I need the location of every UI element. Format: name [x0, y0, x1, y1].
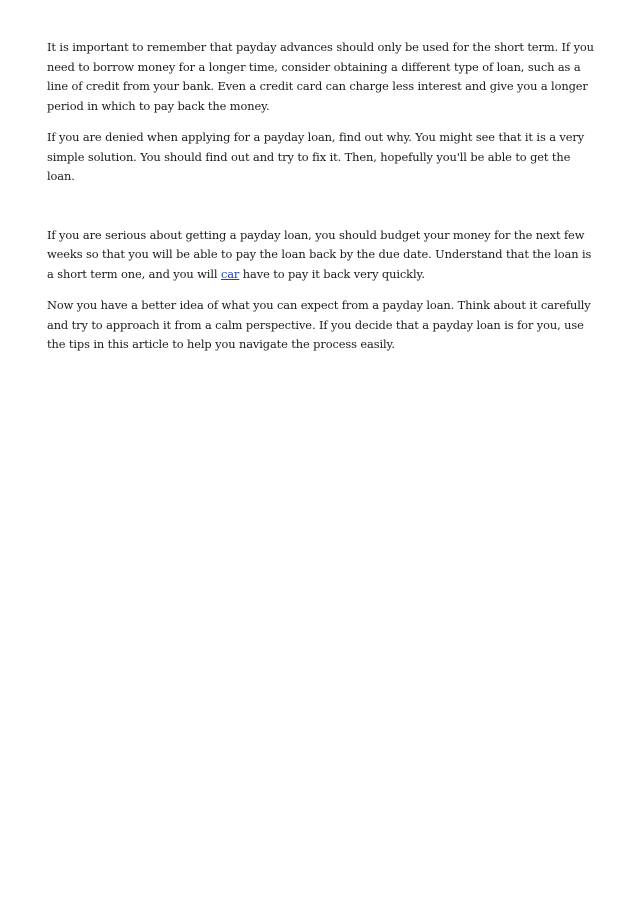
paragraph-budget-advice — [47, 226, 595, 285]
section-spacer — [47, 187, 595, 226]
paragraph-short-term-advice: It is important to remember that payday advances should only be used for the short term. If you need to borrow money for a longer time, consider obtaining a different type of loan, such as a line of credit from your bank. Even a credit card can charge less interest and give you a longer period in which to pay back the money. — [47, 40, 594, 113]
paragraph-conclusion: Now you have a better idea of what you can expect from a payday loan. Think about it carefully and try to approach it from a calm perspective. If you decide that a payday loan is for you, use the tips in this article to help you navigate the process easily. — [47, 298, 591, 351]
paragraph-spacer — [47, 284, 595, 296]
document-page — [47, 38, 595, 355]
paragraph-budget-text-start: If you are serious about getting a payday loan, you should budget your money for the next few weeks so that you will be able to pay the loan back by the due date. Understand that the loan is a short term one, and you will — [47, 227, 592, 281]
paragraph-spacer — [47, 116, 595, 128]
paragraph-budget-text-end: have to pay it back very quickly. — [239, 266, 425, 281]
car-link[interactable]: car — [220, 266, 240, 281]
paragraph-denied-loan: If you are denied when applying for a payday loan, find out why. You might see that it is a very simple solution. You should find out and try to fix it. Then, hopefully you'll be able to get the loan. — [47, 130, 585, 183]
